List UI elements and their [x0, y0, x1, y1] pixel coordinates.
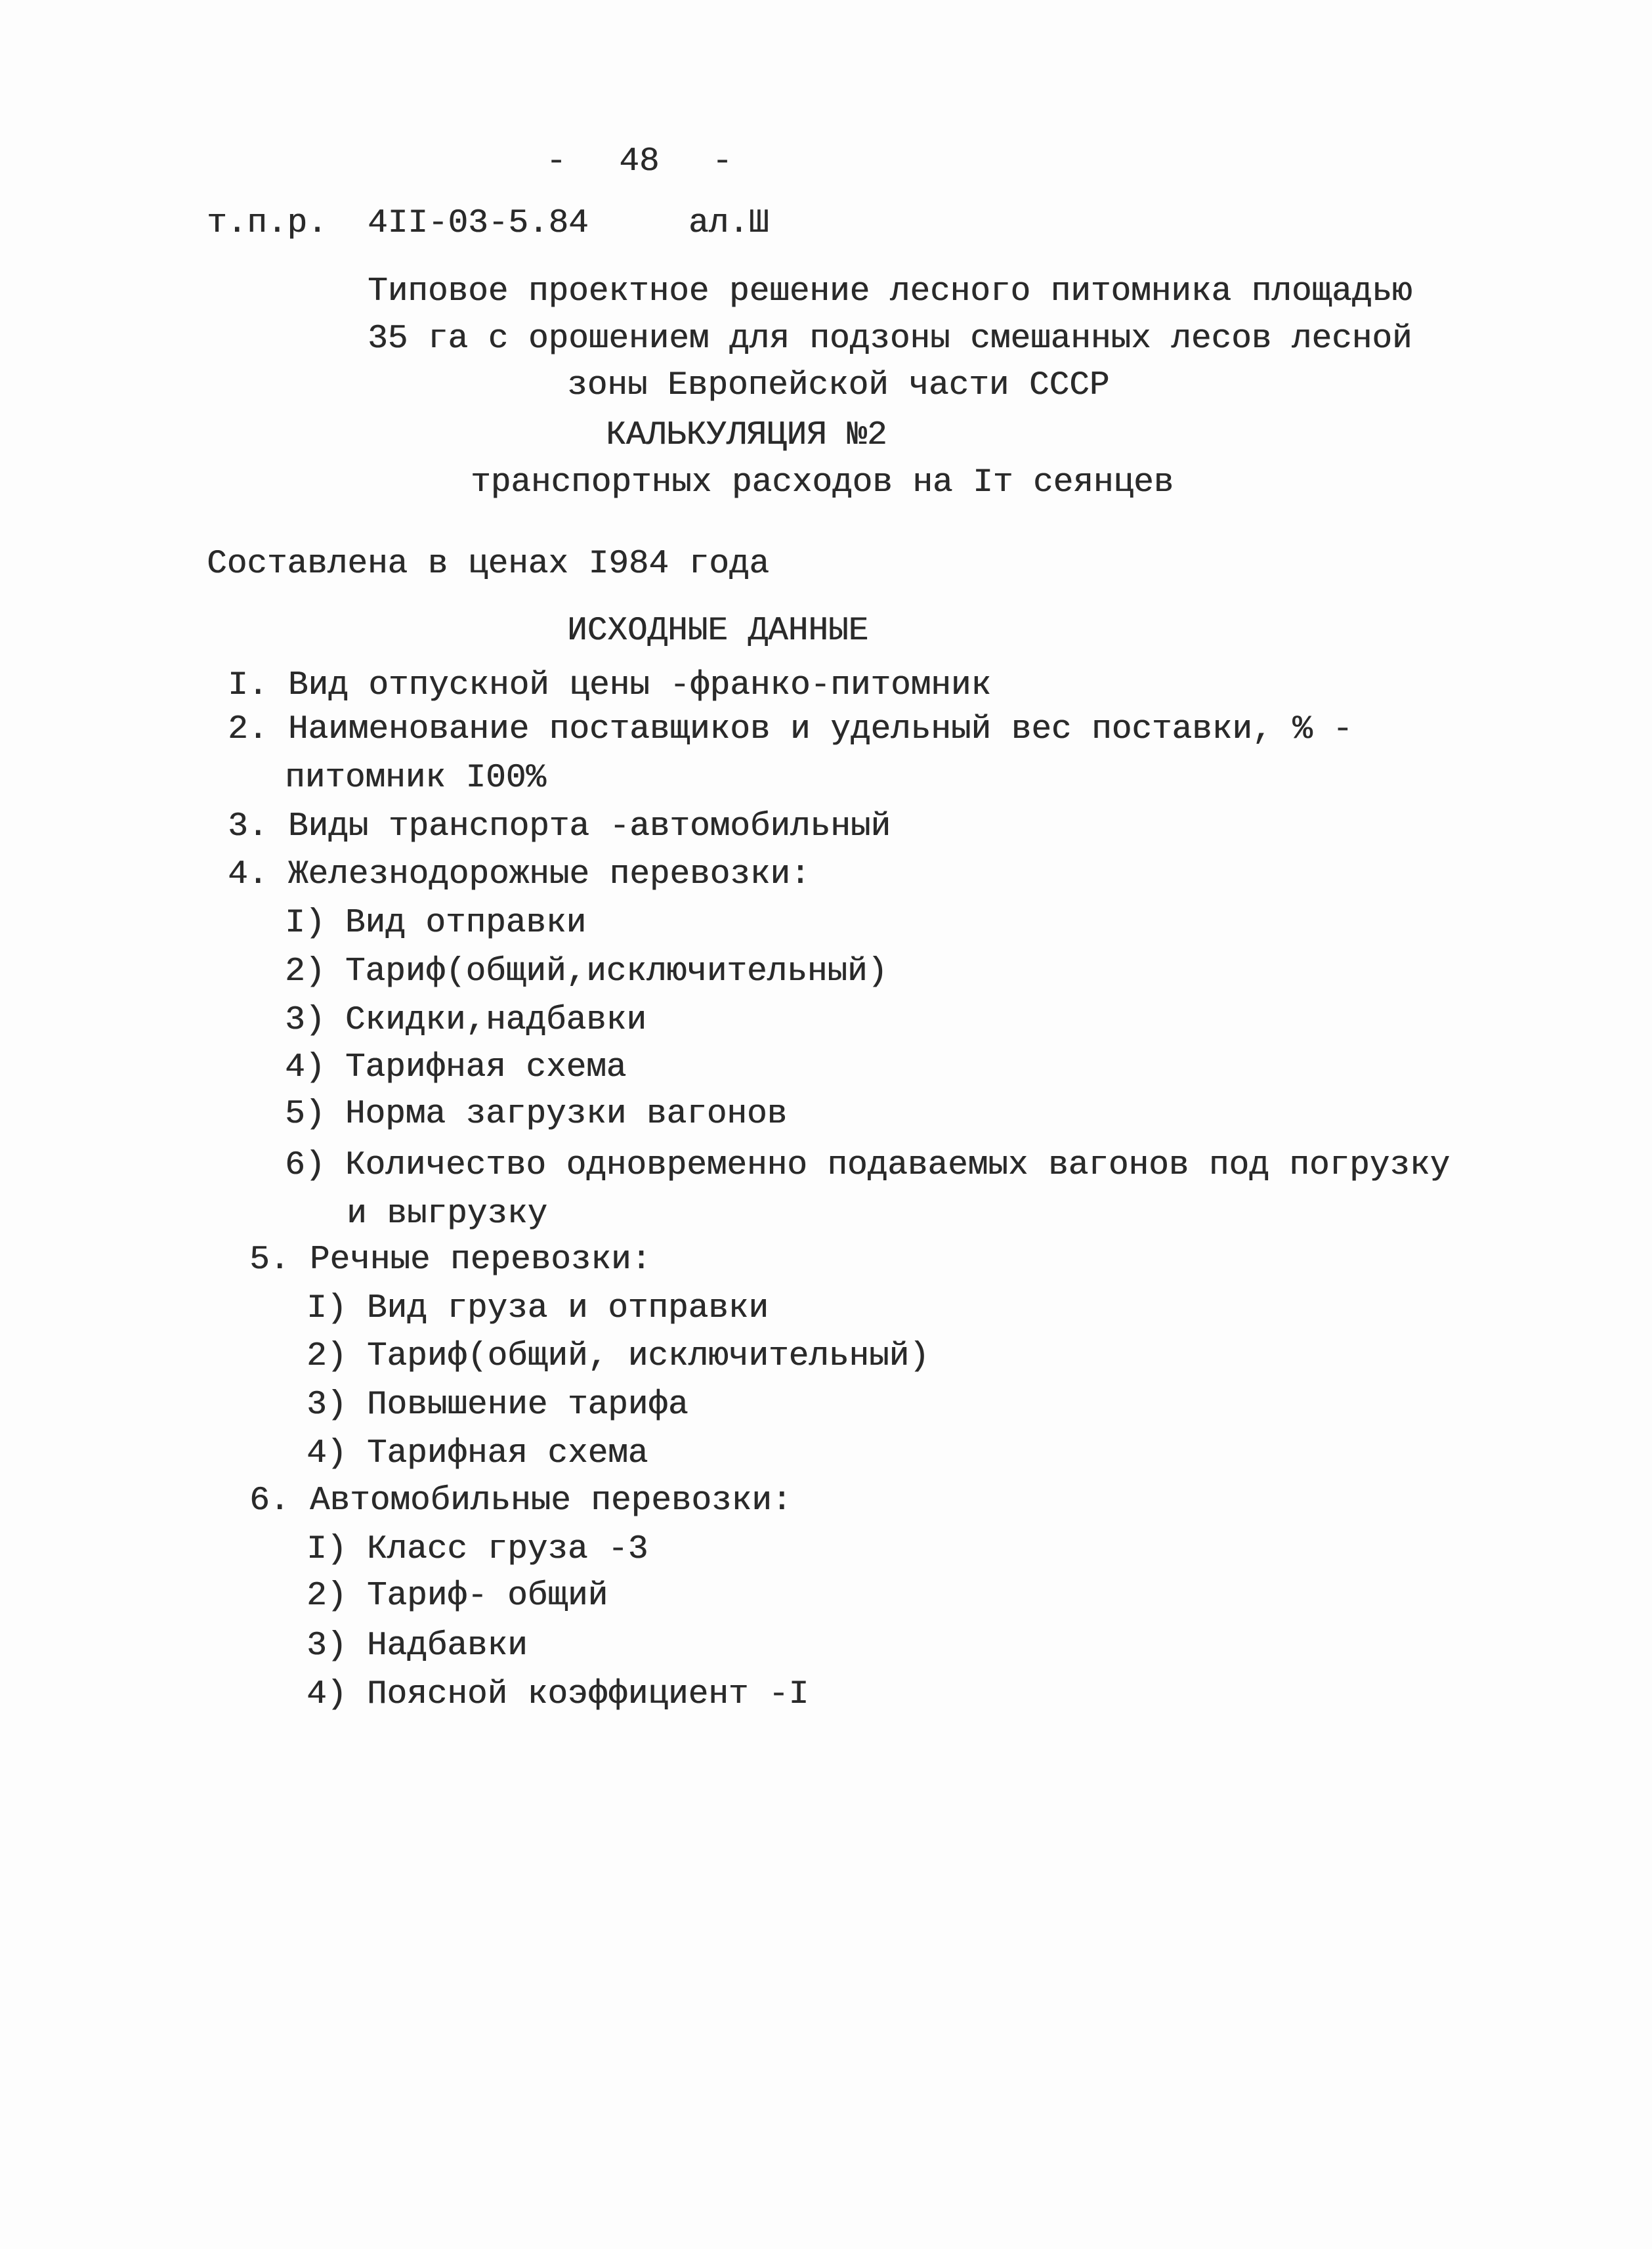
section-heading: ИСХОДНЫЕ ДАННЫЕ [567, 612, 869, 650]
list-item [228, 810, 891, 844]
sub-item [285, 907, 586, 940]
sub-item [307, 1678, 809, 1711]
item-text: Вид отпускной цены -франко-питомник [287, 667, 991, 704]
sub-item-number: 3) [307, 1627, 347, 1665]
sub-item-number: I) [307, 1290, 347, 1327]
calculation-heading: КАЛЬКУЛЯЦИЯ №2 [606, 417, 887, 454]
sub-item-number: I) [307, 1531, 347, 1568]
title-line: Типовое проектное решение лесного питомника площадью [368, 273, 1412, 311]
sub-item-number: 2) [307, 1338, 347, 1375]
sub-item-text: Тариф- общий [366, 1577, 608, 1615]
sub-item-text: Тариф(общий, исключительный) [366, 1338, 929, 1375]
list-item [228, 713, 1353, 746]
sub-item-number: I) [285, 905, 326, 942]
item-number: 5. [249, 1241, 290, 1279]
price-basis: Составлена в ценах I984 года [207, 546, 769, 583]
sub-item [285, 1051, 626, 1084]
sub-item [285, 955, 887, 989]
sub-item-number: 2) [307, 1577, 347, 1615]
title-line: зоны Европейской части СССР [567, 367, 1110, 404]
sub-item [307, 1388, 688, 1422]
sub-item-continuation: и выгрузку [347, 1195, 548, 1233]
sub-item [285, 1004, 646, 1037]
sub-item [307, 1629, 528, 1663]
item-number: 4. [228, 856, 268, 893]
list-item [249, 1484, 792, 1518]
sub-item [307, 1292, 769, 1325]
sub-item-number: 4) [307, 1676, 347, 1713]
item-number: 3. [228, 808, 268, 846]
sub-item-text: Повышение тарифа [366, 1386, 688, 1424]
sub-item-text: Вид груза и отправки [366, 1290, 769, 1327]
sub-item-number: 3) [307, 1386, 347, 1424]
item-continuation: питомник I00% [285, 760, 546, 797]
sub-item [307, 1533, 648, 1566]
sub-item-text: Норма загрузки вагонов [345, 1096, 788, 1133]
list-item [228, 858, 811, 891]
calculation-subject: транспортных расходов на Iт сеянцев [471, 464, 1174, 502]
title-line: 35 га с орошением для подзоны смешанных лесов лесной [368, 320, 1412, 358]
item-text: Автомобильные перевозки: [309, 1482, 792, 1520]
sub-item [285, 1098, 787, 1131]
page-number: - 48 - [546, 143, 732, 181]
doc-code-number: 4II-03-5.84 [368, 205, 589, 242]
sub-item-text: Класс груза -3 [366, 1531, 648, 1568]
doc-album: ал.Ш [688, 205, 769, 242]
sub-item-text: Вид отправки [345, 905, 587, 942]
sub-item [307, 1579, 608, 1613]
sub-item-number: 3) [285, 1002, 326, 1039]
sub-item-number: 5) [285, 1096, 326, 1133]
sub-item-text: Тарифная схема [345, 1049, 627, 1086]
sub-item [307, 1340, 929, 1373]
sub-item-text: Поясной коэффициент -I [366, 1676, 809, 1713]
sub-item-text: Тариф(общий,исключительный) [345, 953, 888, 991]
item-text: Речные перевозки: [309, 1241, 652, 1279]
sub-item-number: 4) [307, 1435, 347, 1472]
list-item [249, 1243, 651, 1277]
sub-item [307, 1437, 648, 1470]
item-text: Виды транспорта -автомобильный [287, 808, 891, 846]
sub-item-text: Количество одновременно подаваемых вагонов под погрузку [345, 1147, 1451, 1184]
sub-item [285, 1149, 1450, 1182]
item-text: Наименование поставщиков и удельный вес поставки, % - [287, 711, 1353, 748]
sub-item-text: Скидки,надбавки [345, 1002, 646, 1039]
sub-item-number: 2) [285, 953, 326, 991]
item-text: Железнодорожные перевозки: [287, 856, 811, 893]
item-number: 6. [249, 1482, 290, 1520]
sub-item-number: 4) [285, 1049, 326, 1086]
item-number: I. [228, 667, 268, 704]
list-item [228, 669, 991, 702]
sub-item-text: Надбавки [366, 1627, 528, 1665]
item-number: 2. [228, 711, 268, 748]
doc-code-prefix: т.п.р. [207, 205, 328, 242]
sub-item-text: Тарифная схема [366, 1435, 648, 1472]
sub-item-number: 6) [285, 1147, 326, 1184]
